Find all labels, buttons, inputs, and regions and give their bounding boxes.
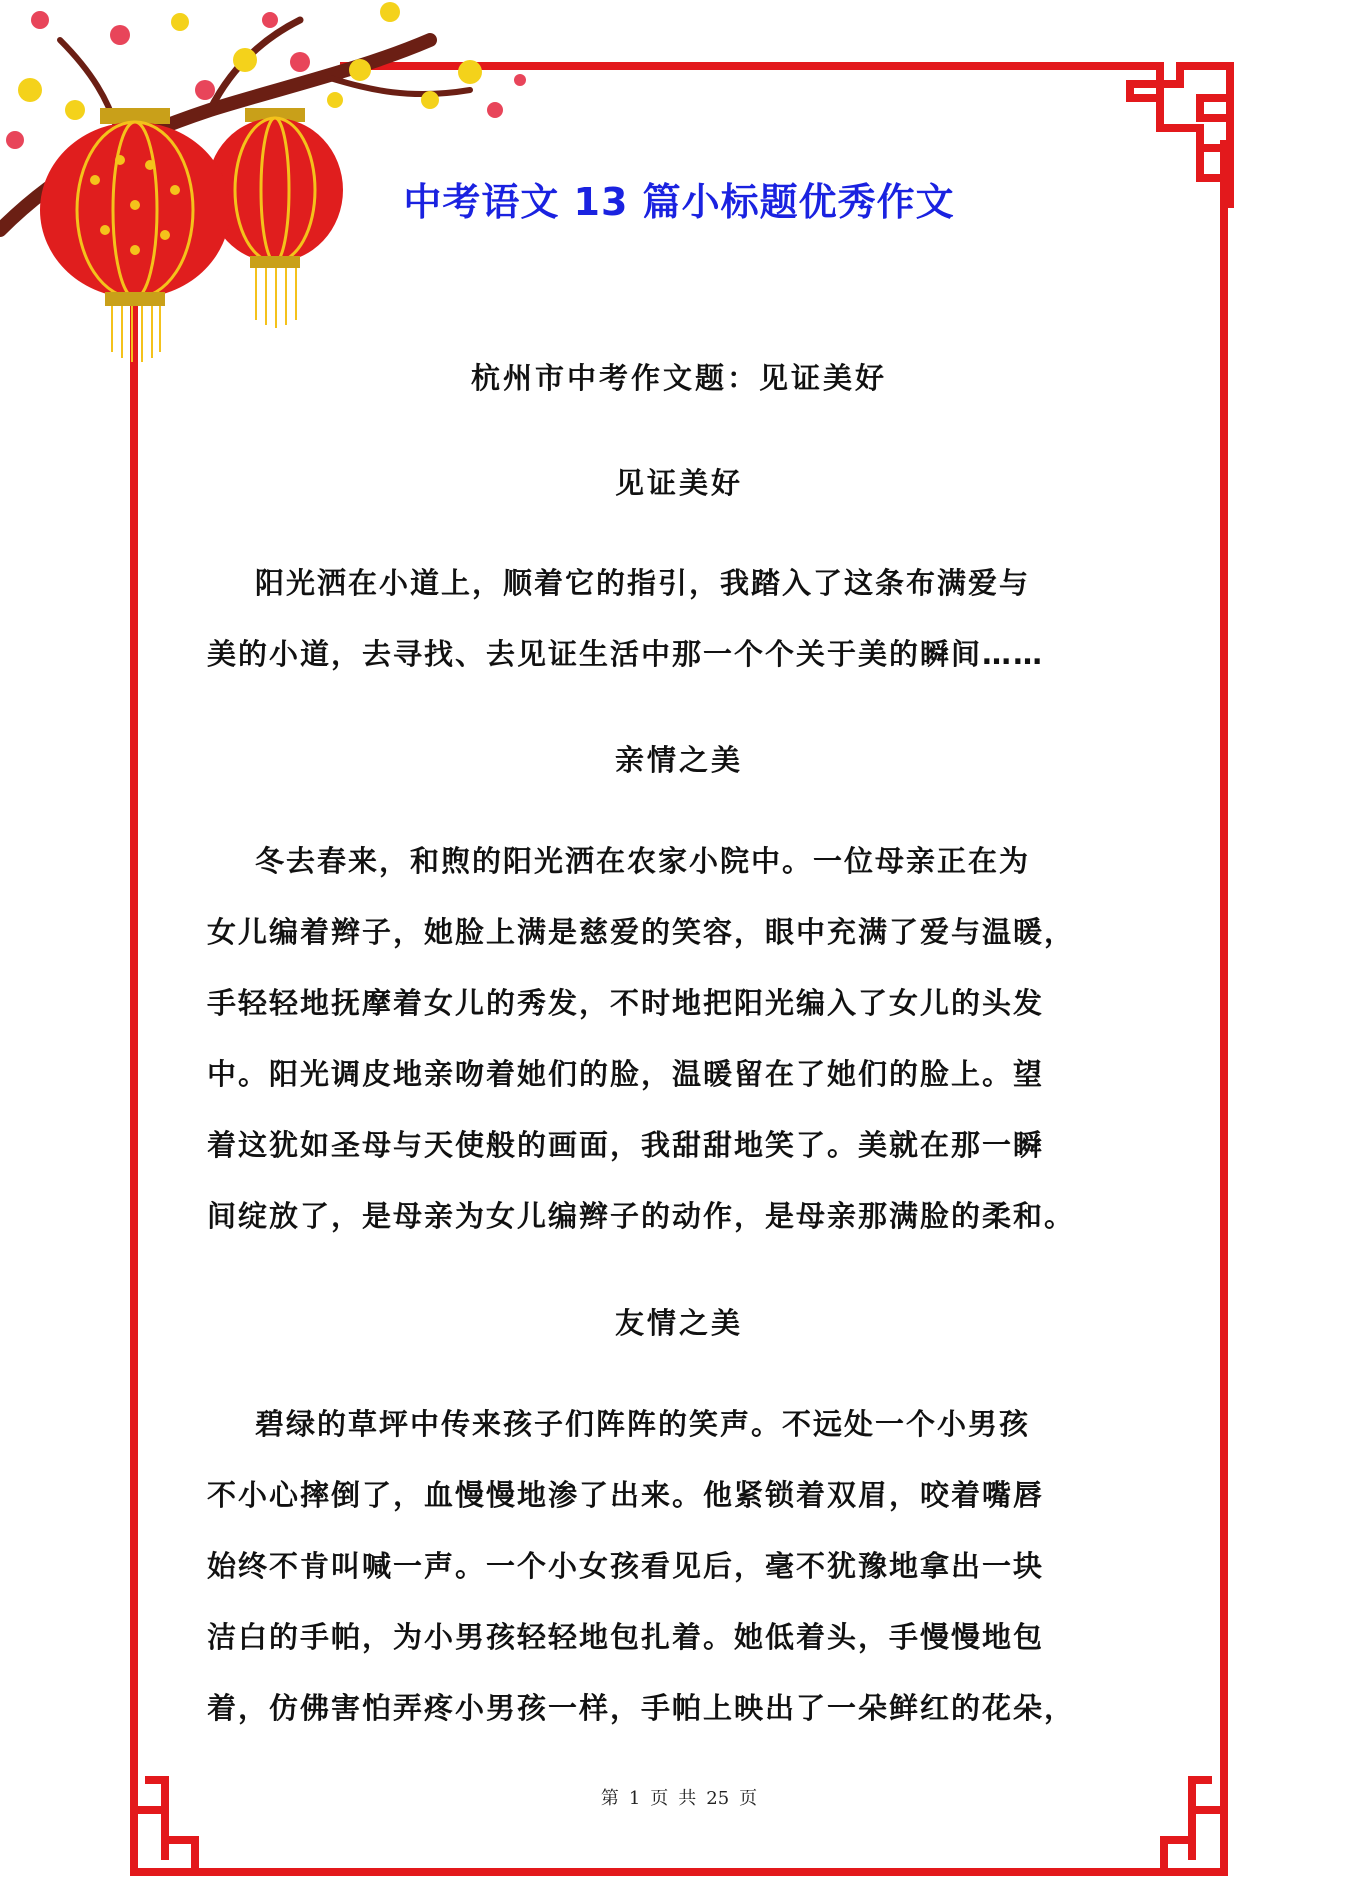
paragraph-line: 中。阳光调皮地亲吻着她们的脸，温暖留在了她们的脸上。望 (207, 1057, 1045, 1091)
chinese-fret-corner-icon (1088, 1740, 1238, 1890)
footer-word-ye: 页 (739, 1788, 758, 1809)
paragraph-line: 着这犹如圣母与天使般的画面，我甜甜地笑了。美就在那一瞬 (207, 1128, 1045, 1162)
chinese-fret-corner-icon (125, 1740, 275, 1890)
footer-word-total: 共 (678, 1788, 697, 1809)
subject-line: 杭州市中考作文题：见证美好 (470, 361, 887, 395)
paragraph-line: 间绽放了，是母亲为女儿编辫子的动作，是母亲那满脸的柔和。 (207, 1199, 1076, 1233)
paragraph-line: 女儿编着辫子，她脸上满是慈爱的笑容，眼中充满了爱与温暖， (207, 915, 1076, 949)
document-title: 中考语文 13 篇小标题优秀作文 (403, 180, 955, 224)
paragraph-line: 洁白的手帕，为小男孩轻轻地包扎着。她低着头，手慢慢地包 (207, 1620, 1045, 1654)
friendship-paragraph (207, 1389, 1157, 1744)
essay-title: 见证美好 (614, 466, 743, 500)
intro-paragraph (207, 548, 1157, 690)
page-footer (0, 1784, 1358, 1810)
section-heading-family: 亲情之美 (614, 743, 743, 777)
paragraph-line: 碧绿的草坪中传来孩子们阵阵的笑声。不远处一个小男孩 (255, 1407, 1031, 1441)
footer-word-page: 第 (600, 1788, 619, 1809)
section-heading-friendship: 友情之美 (614, 1306, 743, 1340)
total-pages-number: 25 (706, 1788, 730, 1809)
lantern-icon (40, 108, 230, 362)
paragraph-line: 美的小道，去寻找、去见证生活中那一个个关于美的瞬间…… (207, 637, 1045, 671)
paragraph-line: 手轻轻地抚摩着女儿的秀发，不时地把阳光编入了女儿的头发 (207, 986, 1045, 1020)
paragraph-line: 冬去春来，和煦的阳光洒在农家小院中。一位母亲正在为 (255, 844, 1031, 878)
paragraph-line: 着，仿佛害怕弄疼小男孩一样，手帕上映出了一朵鲜红的花朵， (207, 1691, 1076, 1725)
current-page-number: 1 (628, 1788, 641, 1809)
paragraph-line: 不小心摔倒了，血慢慢地渗了出来。他紧锁着双眉，咬着嘴唇 (207, 1478, 1045, 1512)
footer-word-ye: 页 (650, 1788, 669, 1809)
paragraph-line: 始终不肯叫喊一声。一个小女孩看见后，毫不犹豫地拿出一块 (207, 1549, 1045, 1583)
family-paragraph (207, 826, 1157, 1252)
frame-bottom-line (260, 1868, 1098, 1876)
paragraph-line: 阳光洒在小道上，顺着它的指引，我踏入了这条布满爱与 (255, 566, 1031, 600)
